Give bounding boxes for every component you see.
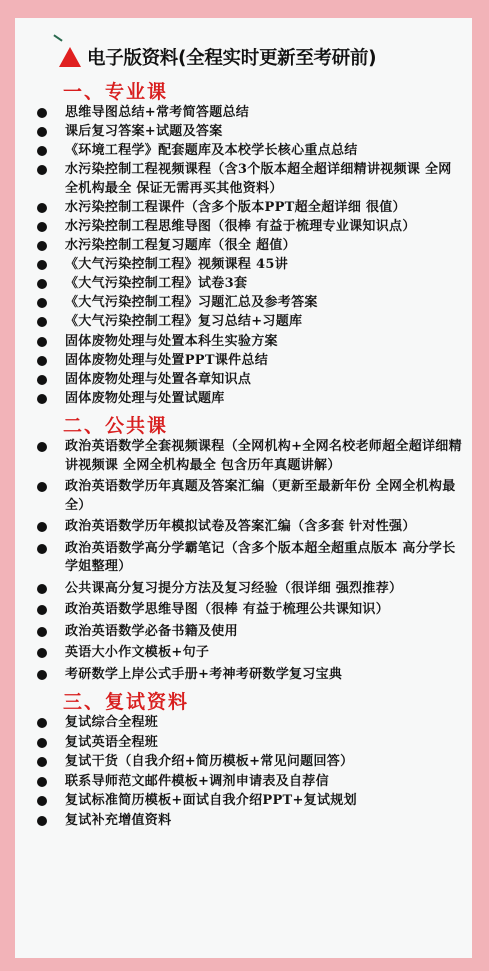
list-item: 复试干货（自我介绍+简历模板+常见问题回答） <box>31 753 462 772</box>
section-title-retest: 三、复试资料 <box>63 691 190 714</box>
bullet-icon <box>37 146 47 156</box>
bullet-icon <box>37 718 47 728</box>
list-item: 考研数学上岸公式手册+考神考研数学复习宝典 <box>31 666 462 685</box>
list-item: 水污染控制工程视频课程（含3个版本超全超详细精讲视频课 全网全机构最全 保证无需再买其他资料） <box>31 161 462 198</box>
list-item: 复试标准简历模板+面试自我介绍PPT+复试规划 <box>31 792 462 811</box>
list-item: 水污染控制工程课件（含多个版本PPT超全超详细 很值） <box>31 199 462 218</box>
bullet-icon <box>37 796 47 806</box>
list-item: 政治英语数学全套视频课程（全网机构+全网名校老师超全超详细精讲视频课 全网全机构最全 包含历年真题讲解） <box>31 438 462 475</box>
list-item: 水污染控制工程思维导图（很棒 有益于梳理专业课知识点） <box>31 218 462 237</box>
list-item: 《大气污染控制工程》试卷3套 <box>31 275 462 294</box>
list-item: 《大气污染控制工程》复习总结+习题库 <box>31 313 462 332</box>
list-item: 《环境工程学》配套题库及本校学长核心重点总结 <box>31 142 462 161</box>
list-item: 复试英语全程班 <box>31 734 462 753</box>
bullet-icon <box>37 356 47 366</box>
list-item: 课后复习答案+试题及答案 <box>31 123 462 142</box>
list-item: 固体废物处理与处置PPT课件总结 <box>31 352 462 371</box>
bullet-icon <box>37 375 47 385</box>
bullet-icon <box>37 738 47 748</box>
specialty-list <box>31 104 462 408</box>
section-title-public: 二、公共课 <box>63 415 169 438</box>
list-item: 思维导图总结+常考简答题总结 <box>31 104 462 123</box>
list-item: 政治英语数学思维导图（很棒 有益于梳理公共课知识） <box>31 601 462 620</box>
list-item: 《大气污染控制工程》习题汇总及参考答案 <box>31 294 462 313</box>
list-item: 联系导师范文邮件模板+调剂申请表及自荐信 <box>31 773 462 792</box>
bullet-icon <box>37 816 47 826</box>
list-item: 水污染控制工程复习题库（很全 超值） <box>31 237 462 256</box>
bullet-icon <box>37 337 47 347</box>
public-list <box>31 438 462 684</box>
bullet-icon <box>37 108 47 118</box>
header <box>59 40 462 74</box>
bullet-icon <box>37 260 47 270</box>
red-triangle-icon <box>59 47 81 67</box>
bullet-icon <box>37 522 47 532</box>
list-item: 政治英语数学历年模拟试卷及答案汇编（含多套 针对性强） <box>31 518 462 537</box>
bullet-icon <box>37 482 47 492</box>
list-item: 固体废物处理与处置各章知识点 <box>31 371 462 390</box>
list-item: 《大气污染控制工程》视频课程 45讲 <box>31 256 462 275</box>
list-item: 政治英语数学高分学霸笔记（含多个版本超全超重点版本 高分学长学姐整理） <box>31 540 462 577</box>
bullet-icon <box>37 165 47 175</box>
list-item: 英语大小作文模板+句子 <box>31 644 462 663</box>
list-item: 固体废物处理与处置本科生实验方案 <box>31 333 462 352</box>
bullet-icon <box>37 298 47 308</box>
bullet-icon <box>37 394 47 404</box>
bullet-icon <box>37 544 47 554</box>
list-item: 复试补充增值资料 <box>31 812 462 831</box>
section-title-specialty: 一、专业课 <box>63 81 169 103</box>
bullet-icon <box>37 627 47 637</box>
retest-list <box>31 714 462 830</box>
bullet-icon <box>37 757 47 767</box>
bullet-icon <box>37 605 47 615</box>
list-item: 政治英语数学历年真题及答案汇编（更新至最新年份 全网全机构最全） <box>31 478 462 515</box>
page-title: 电子版资料(全程实时更新至考研前) <box>87 48 377 69</box>
document-card <box>15 18 472 958</box>
list-item: 政治英语数学必备书籍及使用 <box>31 623 462 642</box>
bullet-icon <box>37 670 47 680</box>
bullet-icon <box>37 648 47 658</box>
tick-mark-icon <box>53 34 62 41</box>
bullet-icon <box>37 203 47 213</box>
bullet-icon <box>37 584 47 594</box>
bullet-icon <box>37 777 47 787</box>
bullet-icon <box>37 127 47 137</box>
list-item: 复试综合全程班 <box>31 714 462 733</box>
list-item: 公共课高分复习提分方法及复习经验（很详细 强烈推荐） <box>31 580 462 599</box>
bullet-icon <box>37 241 47 251</box>
bullet-icon <box>37 222 47 232</box>
bullet-icon <box>37 279 47 289</box>
bullet-icon <box>37 317 47 327</box>
list-item: 固体废物处理与处置试题库 <box>31 390 462 409</box>
bullet-icon <box>37 442 47 452</box>
